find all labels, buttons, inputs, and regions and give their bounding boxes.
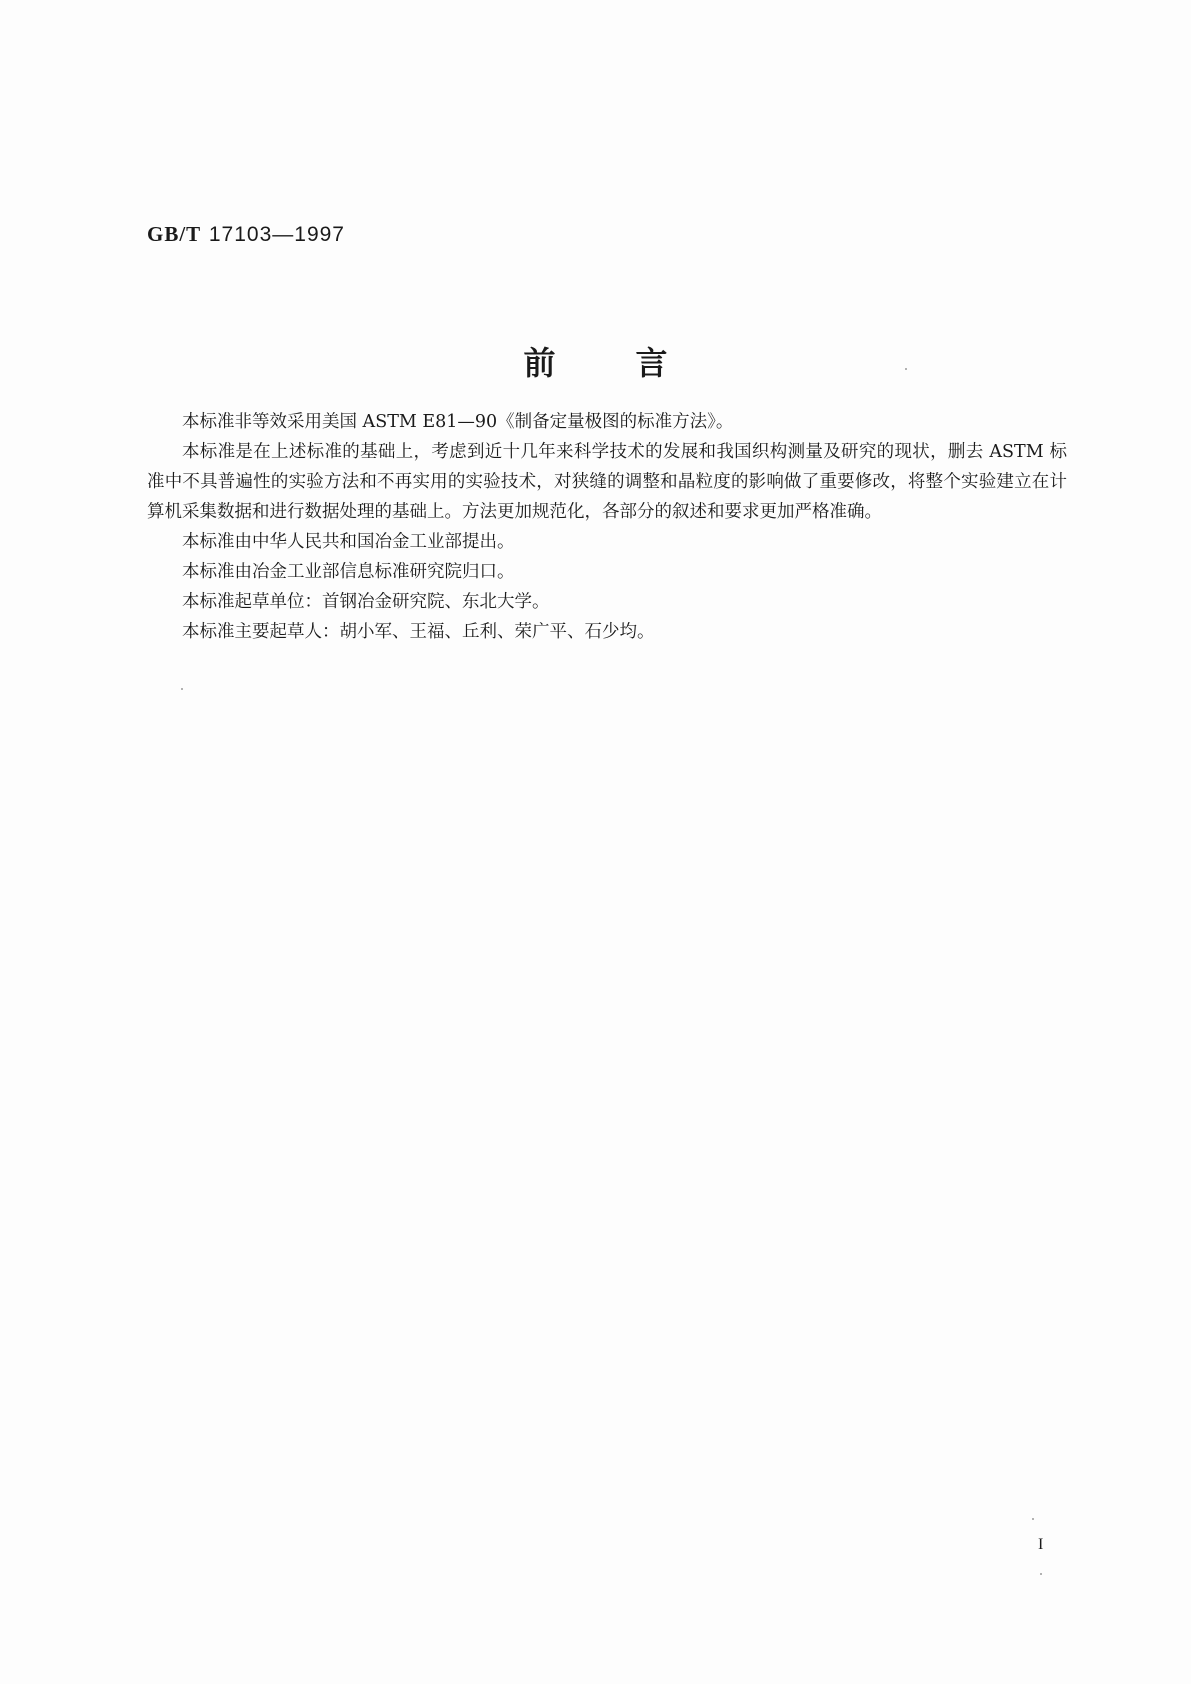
page-number: I bbox=[1038, 1536, 1044, 1553]
paragraph-drafters: 本标准主要起草人：胡小军、王福、丘利、荣广平、石少均。 bbox=[182, 622, 655, 642]
standard-prefix: GB/T bbox=[147, 222, 202, 246]
paragraph-basis: 本标准是在上述标准的基础上，考虑到近十几年来科学技术的发展和我国织构测量及研究的现状，删去 ASTM 标准中不具普遍性的实验方法和不再实用的实验技术，对狭缝的调整和晶粒度的影响做了重要修改，将整个实验建立在计算机采集数据和进行数据处理的基础上。方法更加规范化，各部分的叙述和要求更加严格准确。 bbox=[147, 442, 1067, 522]
scan-speck bbox=[1040, 1573, 1042, 1575]
paragraph-proposer: 本标准由中华人民共和国冶金工业部提出。 bbox=[182, 532, 515, 552]
scan-speck bbox=[1032, 1518, 1034, 1520]
paragraph-adoption: 本标准非等效采用美国 ASTM E81—90《制备定量极图的标准方法》。 bbox=[182, 412, 734, 432]
standard-code bbox=[147, 222, 345, 247]
paragraph-drafting-units: 本标准起草单位：首钢冶金研究院、东北大学。 bbox=[182, 592, 550, 612]
standard-number: 17103—1997 bbox=[208, 223, 345, 246]
page-title: 前言 bbox=[523, 344, 748, 382]
paragraph-administrator: 本标准由冶金工业部信息标准研究院归口。 bbox=[182, 562, 515, 582]
scan-speck bbox=[905, 368, 907, 370]
foreword-body bbox=[147, 407, 1067, 647]
scan-speck bbox=[181, 688, 183, 690]
